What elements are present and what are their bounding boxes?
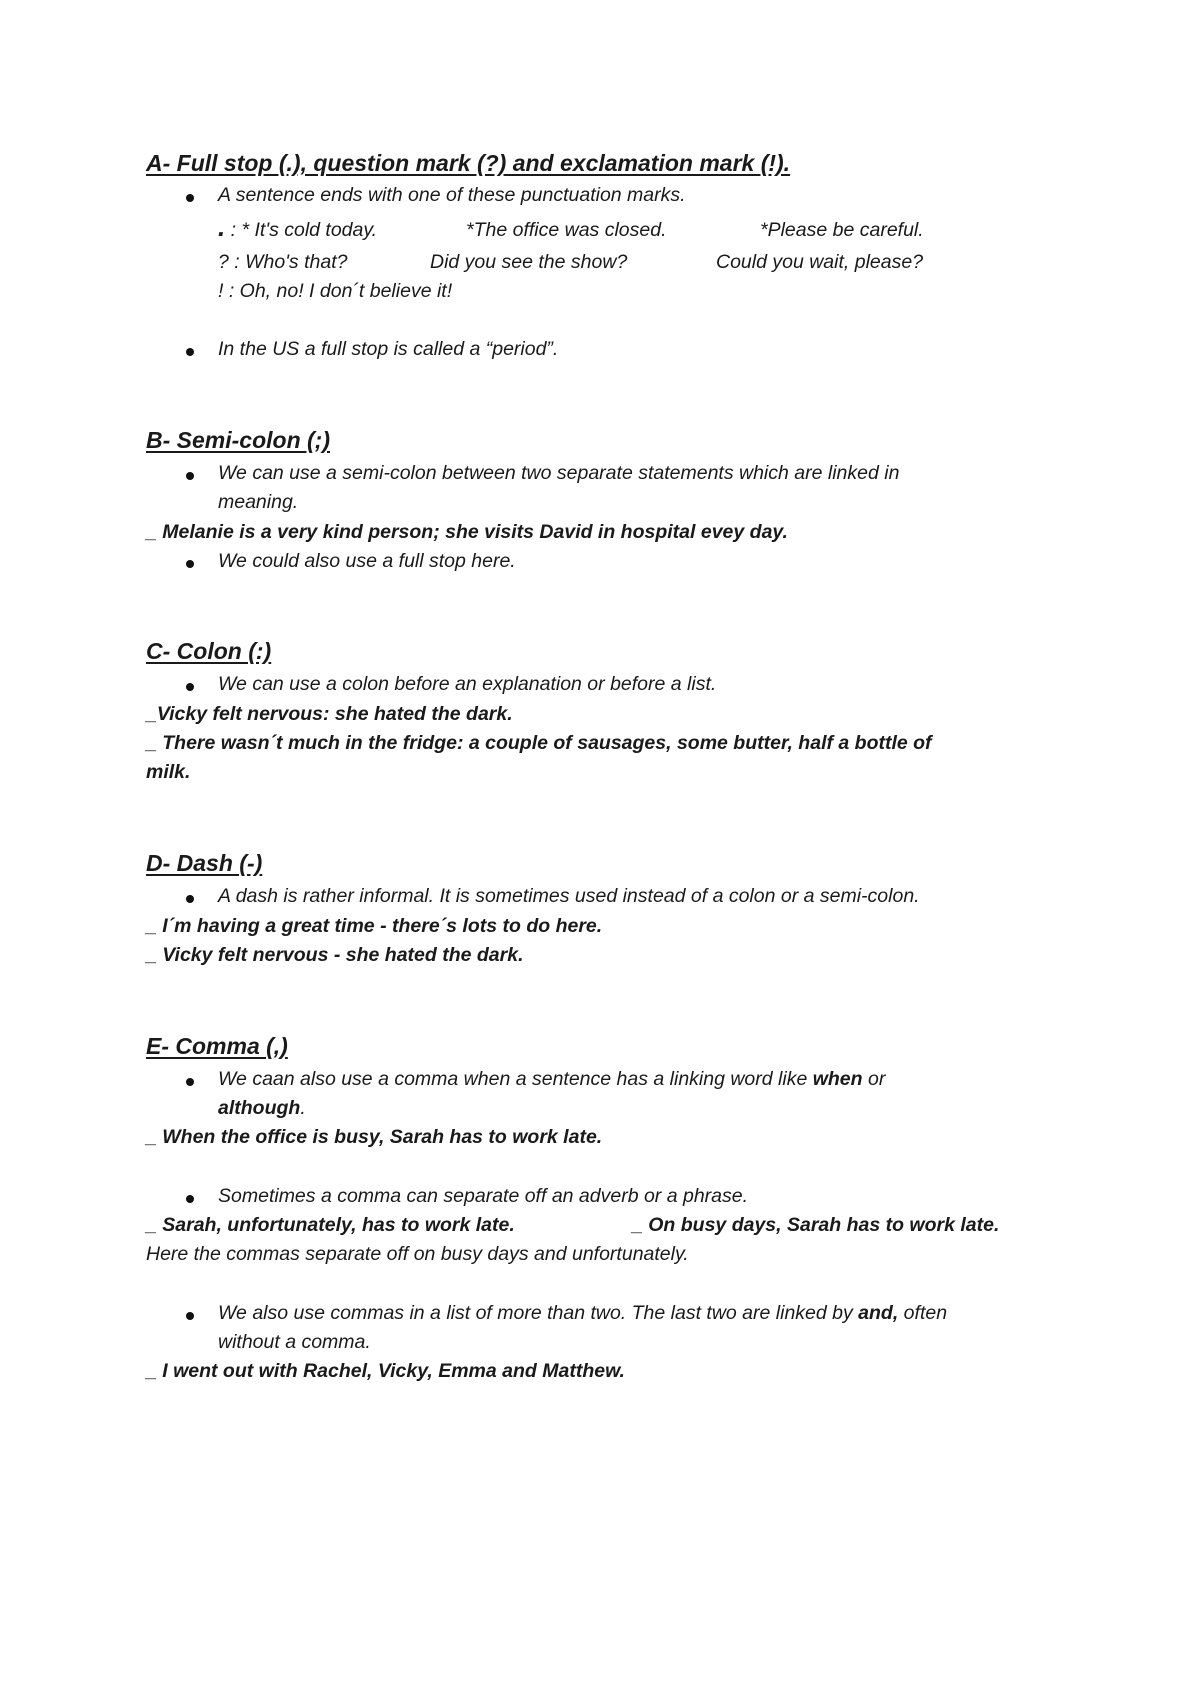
fullstop-separator: : xyxy=(225,219,242,241)
section-b-bullet-1-line-1: We can use a semi-colon between two separate statements which are linked in xyxy=(218,462,900,484)
bullet-icon xyxy=(186,194,194,202)
section-e-bullet-2: Sometimes a comma can separate off an adverb or a phrase. xyxy=(218,1185,749,1207)
example-fullstop-2: *The office was closed. xyxy=(466,219,667,241)
bullet-icon xyxy=(186,1195,194,1203)
bullet-text: We also use commas in a list of more than two. The last two are linked by xyxy=(218,1302,859,1324)
bullet-icon xyxy=(186,683,194,691)
keyword-although: although xyxy=(218,1097,301,1119)
section-b-bullet-1-line-2: meaning. xyxy=(218,491,299,513)
section-d-example-1: _ I´m having a great time - there´s lots to do here. xyxy=(146,915,603,937)
bullet-icon xyxy=(186,472,194,480)
bullet-icon xyxy=(186,560,194,568)
keyword-when: when xyxy=(812,1068,863,1090)
bullet-icon xyxy=(186,348,194,356)
section-a-heading: A- Full stop (.), question mark (?) and exclamation mark (!). xyxy=(146,150,791,176)
keyword-and: and, xyxy=(858,1302,899,1324)
section-c-bullet-1: We can use a colon before an explanation or before a list. xyxy=(218,673,717,695)
section-e-bullet-1-line-1 xyxy=(218,1067,885,1091)
bullet-text: often xyxy=(898,1302,948,1324)
section-e-example-2b: _ On busy days, Sarah has to work late. xyxy=(632,1214,1000,1236)
section-e-example-1: _ When the office is busy, Sarah has to work late. xyxy=(146,1126,603,1148)
section-b-bullet-2: We could also use a full stop here. xyxy=(218,550,516,572)
bullet-icon xyxy=(186,1312,194,1320)
section-d-heading: D- Dash (-) xyxy=(146,850,263,876)
example-fullstop-label xyxy=(218,212,378,242)
bullet-text: or xyxy=(862,1068,886,1090)
section-e-example-2a: _ Sarah, unfortunately, has to work late. xyxy=(146,1214,515,1236)
section-c-example-2-line-1: _ There wasn´t much in the fridge: a couple of sausages, some butter, half a bottle of xyxy=(146,732,932,754)
section-c-example-1: _Vicky felt nervous: she hated the dark. xyxy=(146,703,513,725)
section-e-bullet-1-line-2 xyxy=(218,1096,306,1120)
example-fullstop-3: *Please be careful. xyxy=(760,219,924,241)
example-question-1: ? : Who's that? xyxy=(218,251,348,273)
bullet-icon xyxy=(186,1078,194,1086)
example-question-2: Did you see the show? xyxy=(430,251,628,273)
bullet-icon xyxy=(186,895,194,903)
example-fullstop-1: * It's cold today. xyxy=(241,219,378,241)
example-question-3: Could you wait, please? xyxy=(716,251,924,273)
section-c-heading: C- Colon (:) xyxy=(146,638,272,664)
section-e-example-3: _ I went out with Rachel, Vicky, Emma and Matthew. xyxy=(146,1360,625,1382)
fullstop-mark: . xyxy=(218,212,226,242)
section-e-heading: E- Comma (,) xyxy=(146,1033,288,1059)
section-a-bullet-2: In the US a full stop is called a “period”. xyxy=(218,338,559,360)
section-e-bullet-3-line-2: without a comma. xyxy=(218,1331,371,1353)
section-b-heading: B- Semi-colon (;) xyxy=(146,427,330,453)
section-a-bullet-1: A sentence ends with one of these punctuation marks. xyxy=(218,184,686,206)
example-exclamation: ! : Oh, no! I don´t believe it! xyxy=(218,280,453,302)
section-e-bullet-3-line-1 xyxy=(218,1301,947,1325)
bullet-text: . xyxy=(300,1097,306,1119)
section-d-bullet-1: A dash is rather informal. It is sometimes used instead of a colon or a semi-colon. xyxy=(218,885,920,907)
bullet-text: We caan also use a comma when a sentence has a linking word like xyxy=(218,1068,813,1090)
section-e-note: Here the commas separate off on busy days and unfortunately. xyxy=(146,1243,689,1265)
section-b-example: _ Melanie is a very kind person; she visits David in hospital evey day. xyxy=(146,521,788,543)
section-d-example-2: _ Vicky felt nervous - she hated the dark. xyxy=(146,944,524,966)
section-c-example-2-line-2: milk. xyxy=(146,761,191,783)
